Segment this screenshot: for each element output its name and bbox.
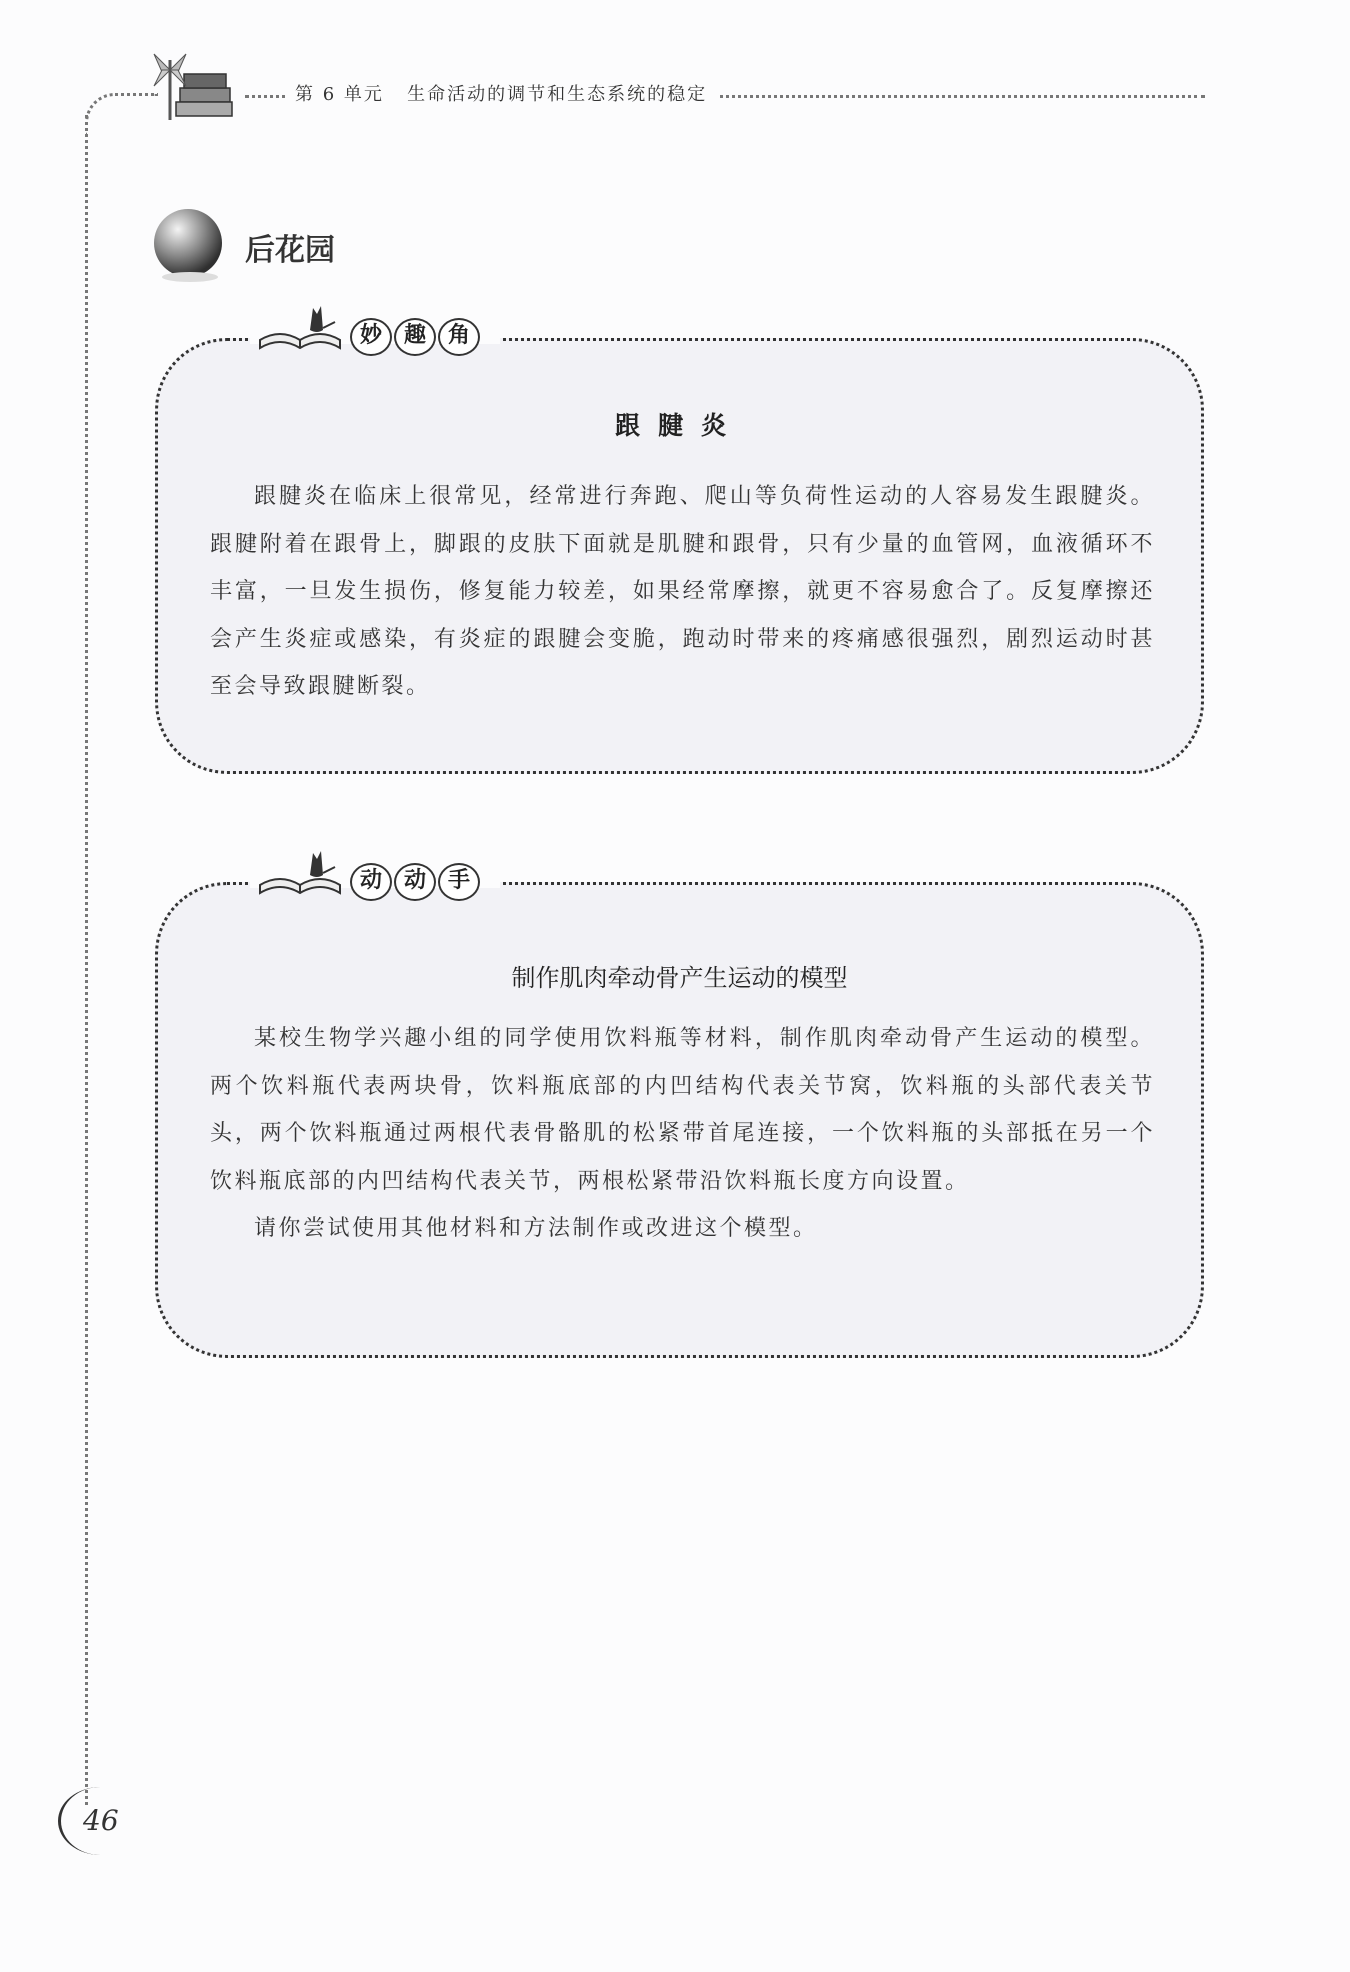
paragraph: 请你尝试使用其他材料和方法制作或改进这个模型。 [254, 1216, 818, 1241]
section-title: 后花园 [245, 233, 335, 268]
hands-on-box [155, 882, 1204, 1358]
tab-char: 动 [394, 863, 436, 901]
tab-char: 妙 [350, 318, 392, 356]
tab-label-hands-on [350, 863, 480, 901]
windmill-books-logo [150, 50, 245, 130]
tab-char: 手 [438, 863, 480, 901]
box-body [210, 473, 1155, 711]
box-title: 制作肌肉牵动骨产生运动的模型 [511, 964, 848, 992]
tab-char: 角 [438, 318, 480, 356]
margin-rule-corner [85, 93, 158, 136]
margin-rule [85, 115, 88, 1805]
paragraph: 某校生物学兴趣小组的同学使用饮料瓶等材料，制作肌肉牵动骨产生运动的模型。两个饮料瓶代表两块骨，饮料瓶底部的内凹结构代表关节窝，饮料瓶的头部代表关节头，两个饮料瓶通过两根代表骨骼肌的松紧带首尾连接，一个饮料瓶的头部抵在另一个饮料瓶底部的内凹结构代表关节，两根松紧带沿饮料瓶长度方向设置。 [210, 1026, 1155, 1194]
header-title: 生命活动的调节和生态系统的稳定 [407, 84, 708, 105]
open-book-cat-icon [255, 845, 345, 905]
page-number: 46 [58, 1787, 143, 1855]
tab-char: 趣 [394, 318, 436, 356]
box-title: 跟腱炎 [614, 411, 744, 440]
paragraph: 跟腱炎在临床上很常见，经常进行奔跑、爬山等负荷性运动的人容易发生跟腱炎。跟腱附着在跟骨上，脚跟的皮肤下面就是肌腱和跟骨，只有少量的血管网，血液循环不丰富，一旦发生损伤，修复能力较差，如果经常摩擦，就更不容易愈合了。反复摩擦还会产生炎症或感染，有炎症的跟腱会变脆，跑动时带来的疼痛感很强烈，剧烈运动时甚至会导致跟腱断裂。 [210, 484, 1155, 699]
globe-icon [150, 205, 230, 285]
tab-char: 动 [350, 863, 392, 901]
open-book-cat-icon [255, 300, 345, 360]
tab-label-fun-corner [350, 318, 480, 356]
header-unit: 第 6 单元 [295, 84, 384, 105]
box-body [210, 1015, 1155, 1253]
running-header [285, 80, 717, 106]
fun-corner-box [155, 338, 1204, 774]
